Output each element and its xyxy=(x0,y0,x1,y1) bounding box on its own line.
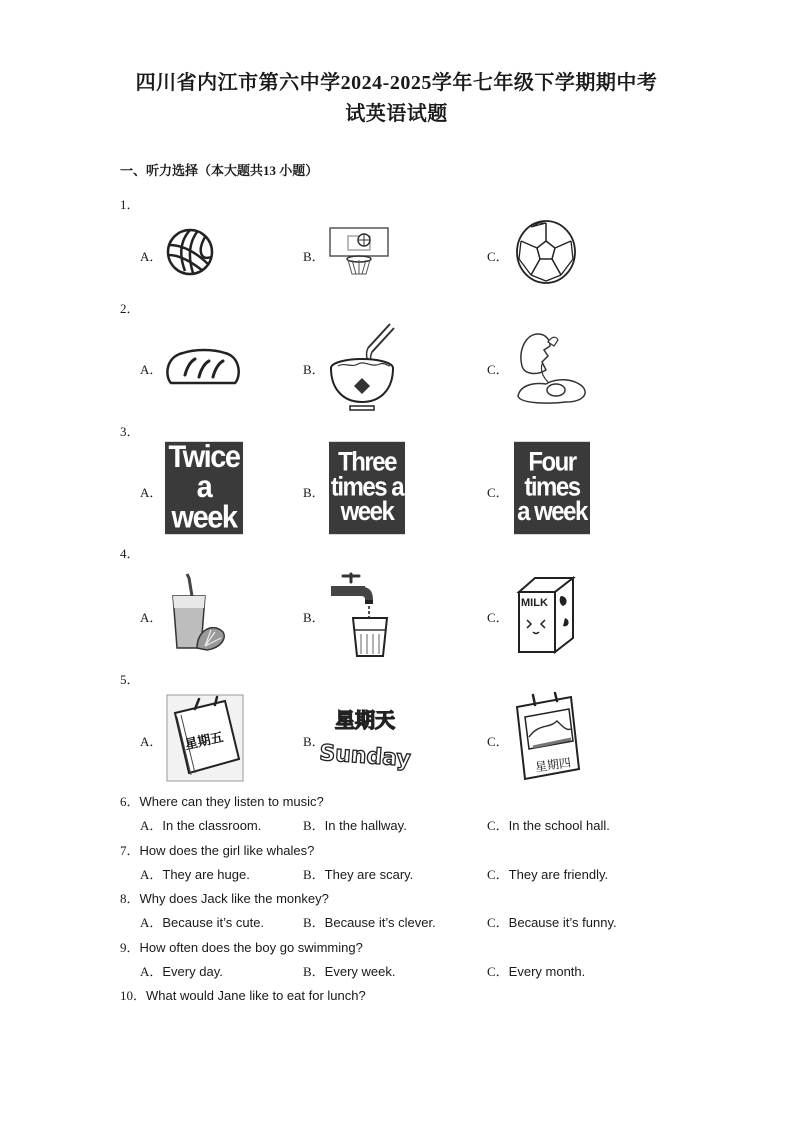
tap-water-icon xyxy=(329,570,391,660)
question-9: 9．How often does the boy go swimming? xyxy=(120,940,363,955)
option-letter: B． xyxy=(303,734,325,749)
option-letter: A． xyxy=(140,362,163,377)
question-10: 10．What would Jane like to eat for lunch? xyxy=(120,988,366,1003)
frequency-sign-four: Four times a week xyxy=(514,442,590,534)
exam-title-line1: 四川省内江市第六中学2024-2025学年七年级下学期期中考 xyxy=(135,72,658,94)
q8-option-c: C．Because it’s funny. xyxy=(487,915,617,930)
volleyball-icon xyxy=(165,223,215,281)
egg-icon xyxy=(516,330,590,406)
question-6: 6．Where can they listen to music? xyxy=(120,794,324,809)
option-letter: C． xyxy=(487,249,509,264)
q9-option-a: A．Every day. xyxy=(140,964,223,979)
q7-option-b: B．They are scary. xyxy=(303,867,414,882)
frequency-sign-three: Three times a week xyxy=(329,442,405,534)
question-number: 2． xyxy=(120,301,140,316)
juice-glass-icon xyxy=(165,572,227,652)
milk-carton-icon xyxy=(515,574,577,654)
sunday-text-icon xyxy=(318,697,412,777)
question-number: 5． xyxy=(120,672,140,687)
option-letter: A． xyxy=(140,734,163,749)
q8-option-a: A．Because it’s cute. xyxy=(140,915,265,930)
bread-icon xyxy=(165,347,241,389)
q6-option-b: B．In the hallway. xyxy=(303,818,407,833)
option-letter: A． xyxy=(140,485,163,500)
calendar-friday-icon xyxy=(165,693,245,783)
q7-option-a: A．They are huge. xyxy=(140,867,250,882)
option-letter: C． xyxy=(487,734,509,749)
exam-title-line2: 试英语试题 xyxy=(345,103,448,125)
q6-option-c: C．In the school hall. xyxy=(487,818,610,833)
basketball-hoop-icon xyxy=(328,226,390,278)
option-letter: C． xyxy=(487,610,509,625)
option-letter: A． xyxy=(140,249,163,264)
option-letter: B． xyxy=(303,362,325,377)
question-7: 7．How does the girl like whales? xyxy=(120,843,315,858)
noodle-bowl-icon xyxy=(328,322,398,412)
svg-text:星期四: 星期四 xyxy=(534,755,572,775)
svg-text:星期五: 星期五 xyxy=(183,730,225,754)
section-heading: 一、听力选择（本大题共13 小题） xyxy=(120,163,319,178)
question-number: 3． xyxy=(120,424,140,439)
q7-option-c: C．They are friendly. xyxy=(487,867,609,882)
svg-text:星期天: 星期天 xyxy=(335,708,395,732)
frequency-sign-twice: Twice a week xyxy=(165,442,243,534)
question-number: 1． xyxy=(120,197,140,212)
option-letter: C． xyxy=(487,362,509,377)
option-letter: C． xyxy=(487,485,509,500)
q6-option-a: A．In the classroom. xyxy=(140,818,262,833)
q9-option-b: B．Every week. xyxy=(303,964,396,979)
question-number: 4． xyxy=(120,546,140,561)
question-8: 8．Why does Jack like the monkey? xyxy=(120,891,329,906)
option-letter: B． xyxy=(303,249,325,264)
option-letter: B． xyxy=(303,610,325,625)
option-letter: A． xyxy=(140,610,163,625)
soccer-ball-icon xyxy=(515,219,577,285)
svg-text:MILK: MILK xyxy=(521,597,548,609)
q9-option-c: C．Every month. xyxy=(487,964,586,979)
svg-text:Sunday: Sunday xyxy=(318,740,412,773)
q8-option-b: B．Because it’s clever. xyxy=(303,915,436,930)
option-letter: B． xyxy=(303,485,325,500)
calendar-thursday-icon xyxy=(513,693,581,783)
